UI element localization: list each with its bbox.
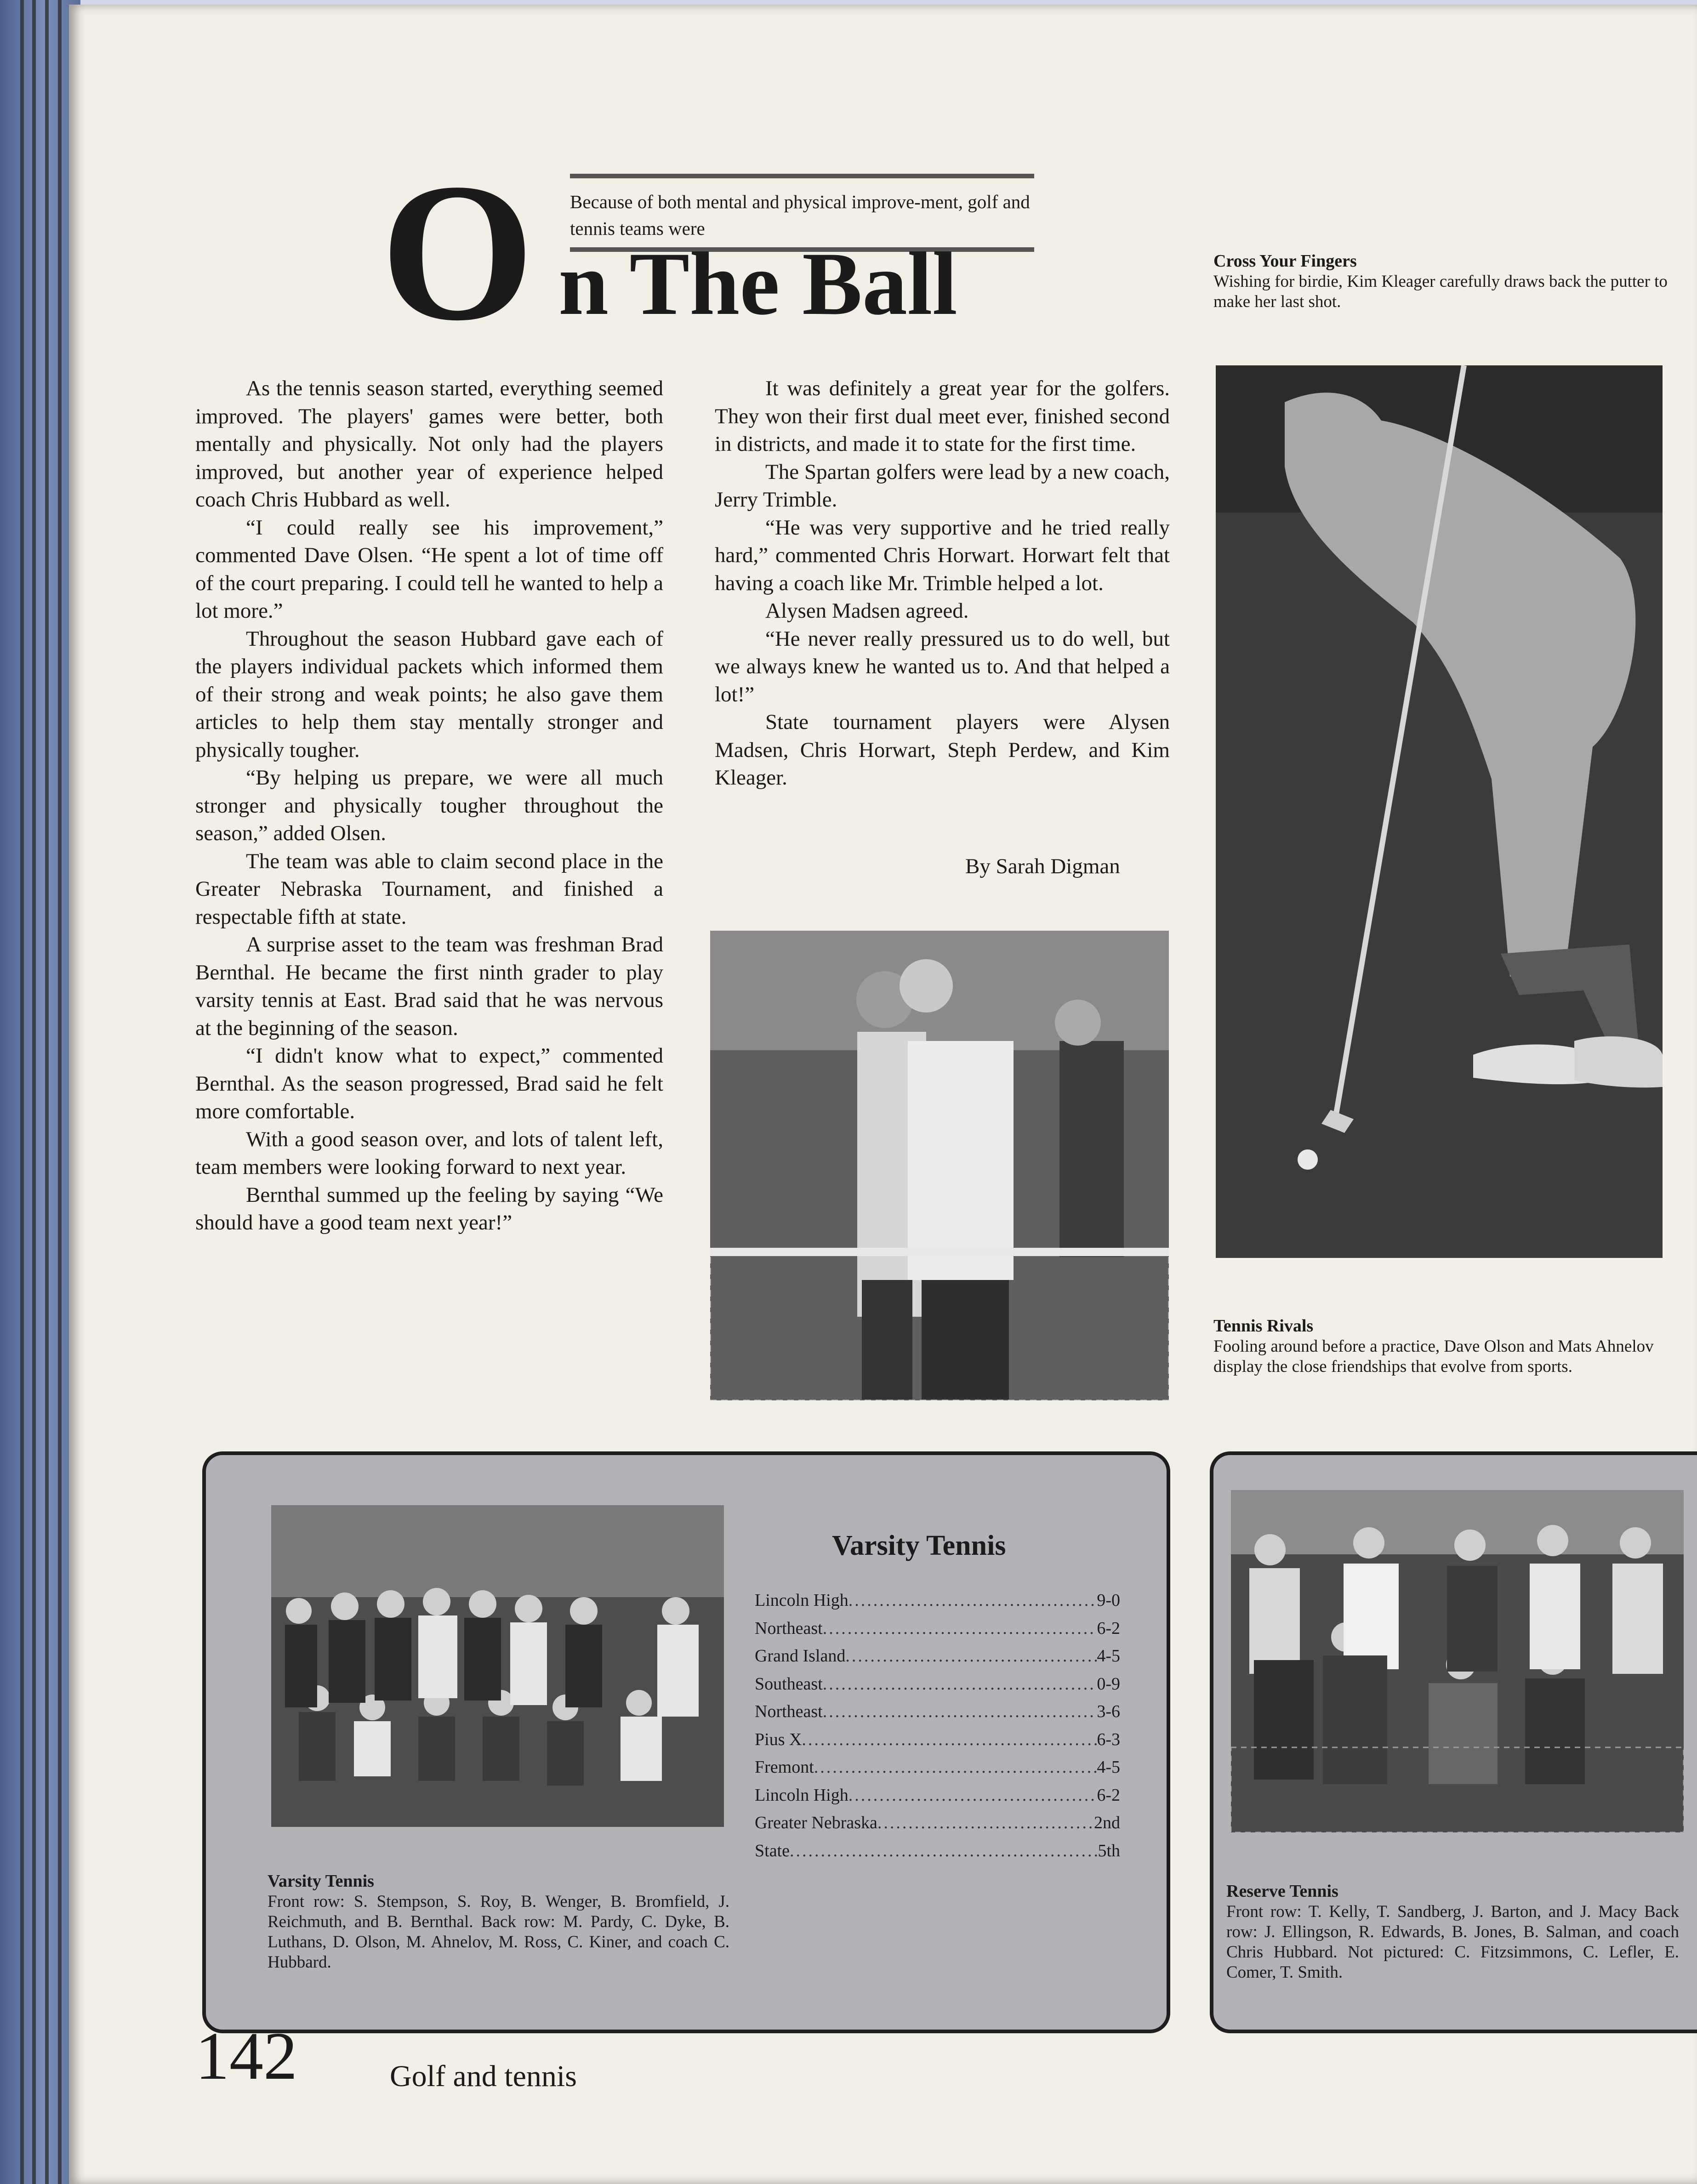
result-row bbox=[755, 1785, 1120, 1813]
result-row bbox=[755, 1674, 1120, 1702]
caption-varsity bbox=[268, 1871, 729, 1973]
caption-reserve bbox=[1226, 1881, 1679, 1983]
article-column-left bbox=[195, 375, 663, 1237]
headline-deck: Because of both mental and physical improve-ment, golf and tennis teams were bbox=[570, 191, 1030, 239]
result-opponent: Northeast bbox=[755, 1702, 823, 1721]
paragraph: The team was able to claim second place in the Greater Nebraska Tournament, and finished a respectable fifth at state. bbox=[195, 849, 663, 929]
paragraph: State tournament players were Alysen Madsen, Chris Horwart, Steph Perdew, and Kim Kleager. bbox=[715, 710, 1170, 790]
photo-reserve-team bbox=[1231, 1490, 1684, 1832]
scoreboard-title: Varsity Tennis bbox=[832, 1530, 1006, 1561]
caption-title: Cross Your Fingers bbox=[1213, 251, 1357, 271]
paragraph: “By helping us prepare, we were all much stronger and physically tougher throughout the season,” added Olsen. bbox=[195, 766, 663, 845]
paragraph: Alysen Madsen agreed. bbox=[765, 599, 969, 623]
result-score: 6-2 bbox=[1097, 1785, 1120, 1805]
paragraph: With a good season over, and lots of talent left, team members were looking forward to next year. bbox=[195, 1127, 663, 1179]
leader-dots bbox=[823, 1618, 1097, 1638]
paragraph: Throughout the season Hubbard gave each of the players individual packets which informed them of their strong and weak points; he also gave them articles to help them stay mentally stronger and physically tougher. bbox=[195, 626, 663, 762]
photo-varsity-team bbox=[271, 1505, 724, 1827]
result-row bbox=[755, 1841, 1120, 1869]
leader-dots bbox=[814, 1757, 1097, 1777]
leader-dots bbox=[823, 1701, 1097, 1722]
caption-golf bbox=[1213, 250, 1669, 312]
caption-body: Wishing for birdie, Kim Kleager carefully draws back the putter to make her last shot. bbox=[1213, 272, 1668, 311]
rivals-photo-art bbox=[710, 931, 1169, 1400]
result-opponent: Northeast bbox=[755, 1618, 823, 1638]
result-score: 2nd bbox=[1094, 1813, 1120, 1832]
scoreboard-list bbox=[755, 1590, 1120, 1868]
binding-line bbox=[32, 0, 36, 2184]
result-row bbox=[755, 1590, 1120, 1618]
result-score: 3-6 bbox=[1097, 1702, 1120, 1721]
result-opponent: Lincoln High bbox=[755, 1785, 848, 1805]
result-score: 0-9 bbox=[1097, 1674, 1120, 1694]
paragraph: A surprise asset to the team was freshman Brad Bernthal. He became the first ninth grader to play varsity tennis at East. Brad said that he was nervous at the beginning of the season. bbox=[195, 933, 663, 1040]
result-opponent: Greater Nebraska bbox=[755, 1813, 877, 1832]
result-opponent: Fremont bbox=[755, 1757, 814, 1777]
result-score: 4-5 bbox=[1097, 1757, 1120, 1777]
caption-title: Varsity Tennis bbox=[268, 1871, 374, 1891]
headline-title: n The Ball bbox=[558, 234, 957, 334]
header-rule-top bbox=[570, 174, 1034, 178]
varsity-photo-art bbox=[271, 1505, 724, 1827]
result-row bbox=[755, 1757, 1120, 1785]
golfer-photo-art bbox=[1216, 365, 1663, 1258]
leader-dots bbox=[823, 1674, 1097, 1694]
result-score: 6-3 bbox=[1097, 1729, 1120, 1749]
paragraph: As the tennis season started, everything seemed improved. The players' games were better, both mentally and physically. Not only had the players improved, but another year of experience helped coach Chris Hubbard as well. bbox=[195, 376, 663, 512]
caption-body: Front row: T. Kelly, T. Sandberg, J. Barton, and J. Macy Back row: J. Ellingson, R. Edwards, B. Jones, B. Salman, and coach Chris Hubbard. Not pictured: C. Fitzsimmons, C. Lefler, E. Comer, T. Smith. bbox=[1226, 1902, 1679, 1982]
reserve-photo-art bbox=[1231, 1490, 1684, 1832]
caption-rivals bbox=[1213, 1315, 1669, 1377]
result-row bbox=[755, 1813, 1120, 1841]
result-opponent: Southeast bbox=[755, 1674, 823, 1694]
paragraph: “I didn't know what to expect,” commented Bernthal. As the season progressed, Brad said he felt more comfortable. bbox=[195, 1044, 663, 1123]
result-score: 4-5 bbox=[1097, 1646, 1120, 1666]
paragraph: It was definitely a great year for the golfers. They won their first dual meet ever, finished second in districts, and made it to state for the first time. bbox=[715, 376, 1170, 456]
paragraph: Bernthal summed up the feeling by saying “We should have a good team next year!” bbox=[195, 1183, 663, 1234]
photo-golfer-putting bbox=[1216, 365, 1663, 1258]
caption-body: Fooling around before a practice, Dave Olson and Mats Ahnelov display the close friendships that evolve from sports. bbox=[1213, 1337, 1654, 1376]
result-row bbox=[755, 1729, 1120, 1757]
result-opponent: Lincoln High bbox=[755, 1591, 848, 1610]
leader-dots bbox=[802, 1729, 1097, 1750]
leader-dots bbox=[845, 1646, 1097, 1666]
leader-dots bbox=[848, 1590, 1097, 1610]
article-column-middle bbox=[715, 375, 1170, 792]
caption-title: Tennis Rivals bbox=[1213, 1316, 1314, 1336]
result-score: 9-0 bbox=[1097, 1591, 1120, 1610]
result-opponent: Grand Island bbox=[755, 1646, 846, 1666]
photo-tennis-rivals bbox=[710, 931, 1169, 1400]
page-number: 142 bbox=[195, 2019, 297, 2094]
result-row bbox=[755, 1646, 1120, 1674]
byline: By Sarah Digman bbox=[965, 854, 1120, 878]
paragraph: “I could really see his improvement,” commented Dave Olsen. “He spent a lot of time off of the court preparing. I could tell he wanted to help a lot more.” bbox=[195, 515, 663, 623]
result-score: 6-2 bbox=[1097, 1618, 1120, 1638]
book-binding bbox=[0, 0, 80, 2184]
paragraph: The Spartan golfers were lead by a new coach, Jerry Trimble. bbox=[715, 460, 1170, 512]
leader-dots bbox=[790, 1841, 1098, 1861]
paragraph: “He was very supportive and he tried really hard,” commented Chris Horwart. Horwart felt that having a coach like Mr. Trimble helped a lot. bbox=[715, 515, 1170, 595]
caption-body: Front row: S. Stempson, S. Roy, B. Wenger, B. Bromfield, J. Reichmuth, and B. Bernthal. Back row: M. Pardy, C. Dyke, B. Luthans, D. Olson, M. Ahnelov, M. Ross, C. Kiner, and coach C. Hubbard. bbox=[268, 1892, 729, 1972]
section-title: Golf and tennis bbox=[390, 2059, 577, 2093]
leader-dots bbox=[848, 1785, 1097, 1805]
result-row bbox=[755, 1618, 1120, 1646]
result-score: 5th bbox=[1098, 1841, 1120, 1860]
caption-title: Reserve Tennis bbox=[1226, 1882, 1338, 1901]
leader-dots bbox=[877, 1813, 1094, 1833]
binding-line bbox=[20, 0, 24, 2184]
drop-cap: O bbox=[381, 143, 532, 362]
result-opponent: Pius X bbox=[755, 1729, 802, 1749]
paragraph: “He never really pressured us to do well, but we always knew he wanted us to. And that helped a lot!” bbox=[715, 626, 1170, 706]
binding-line bbox=[58, 0, 62, 2184]
result-opponent: State bbox=[755, 1841, 790, 1860]
result-row bbox=[755, 1701, 1120, 1729]
binding-line bbox=[45, 0, 49, 2184]
